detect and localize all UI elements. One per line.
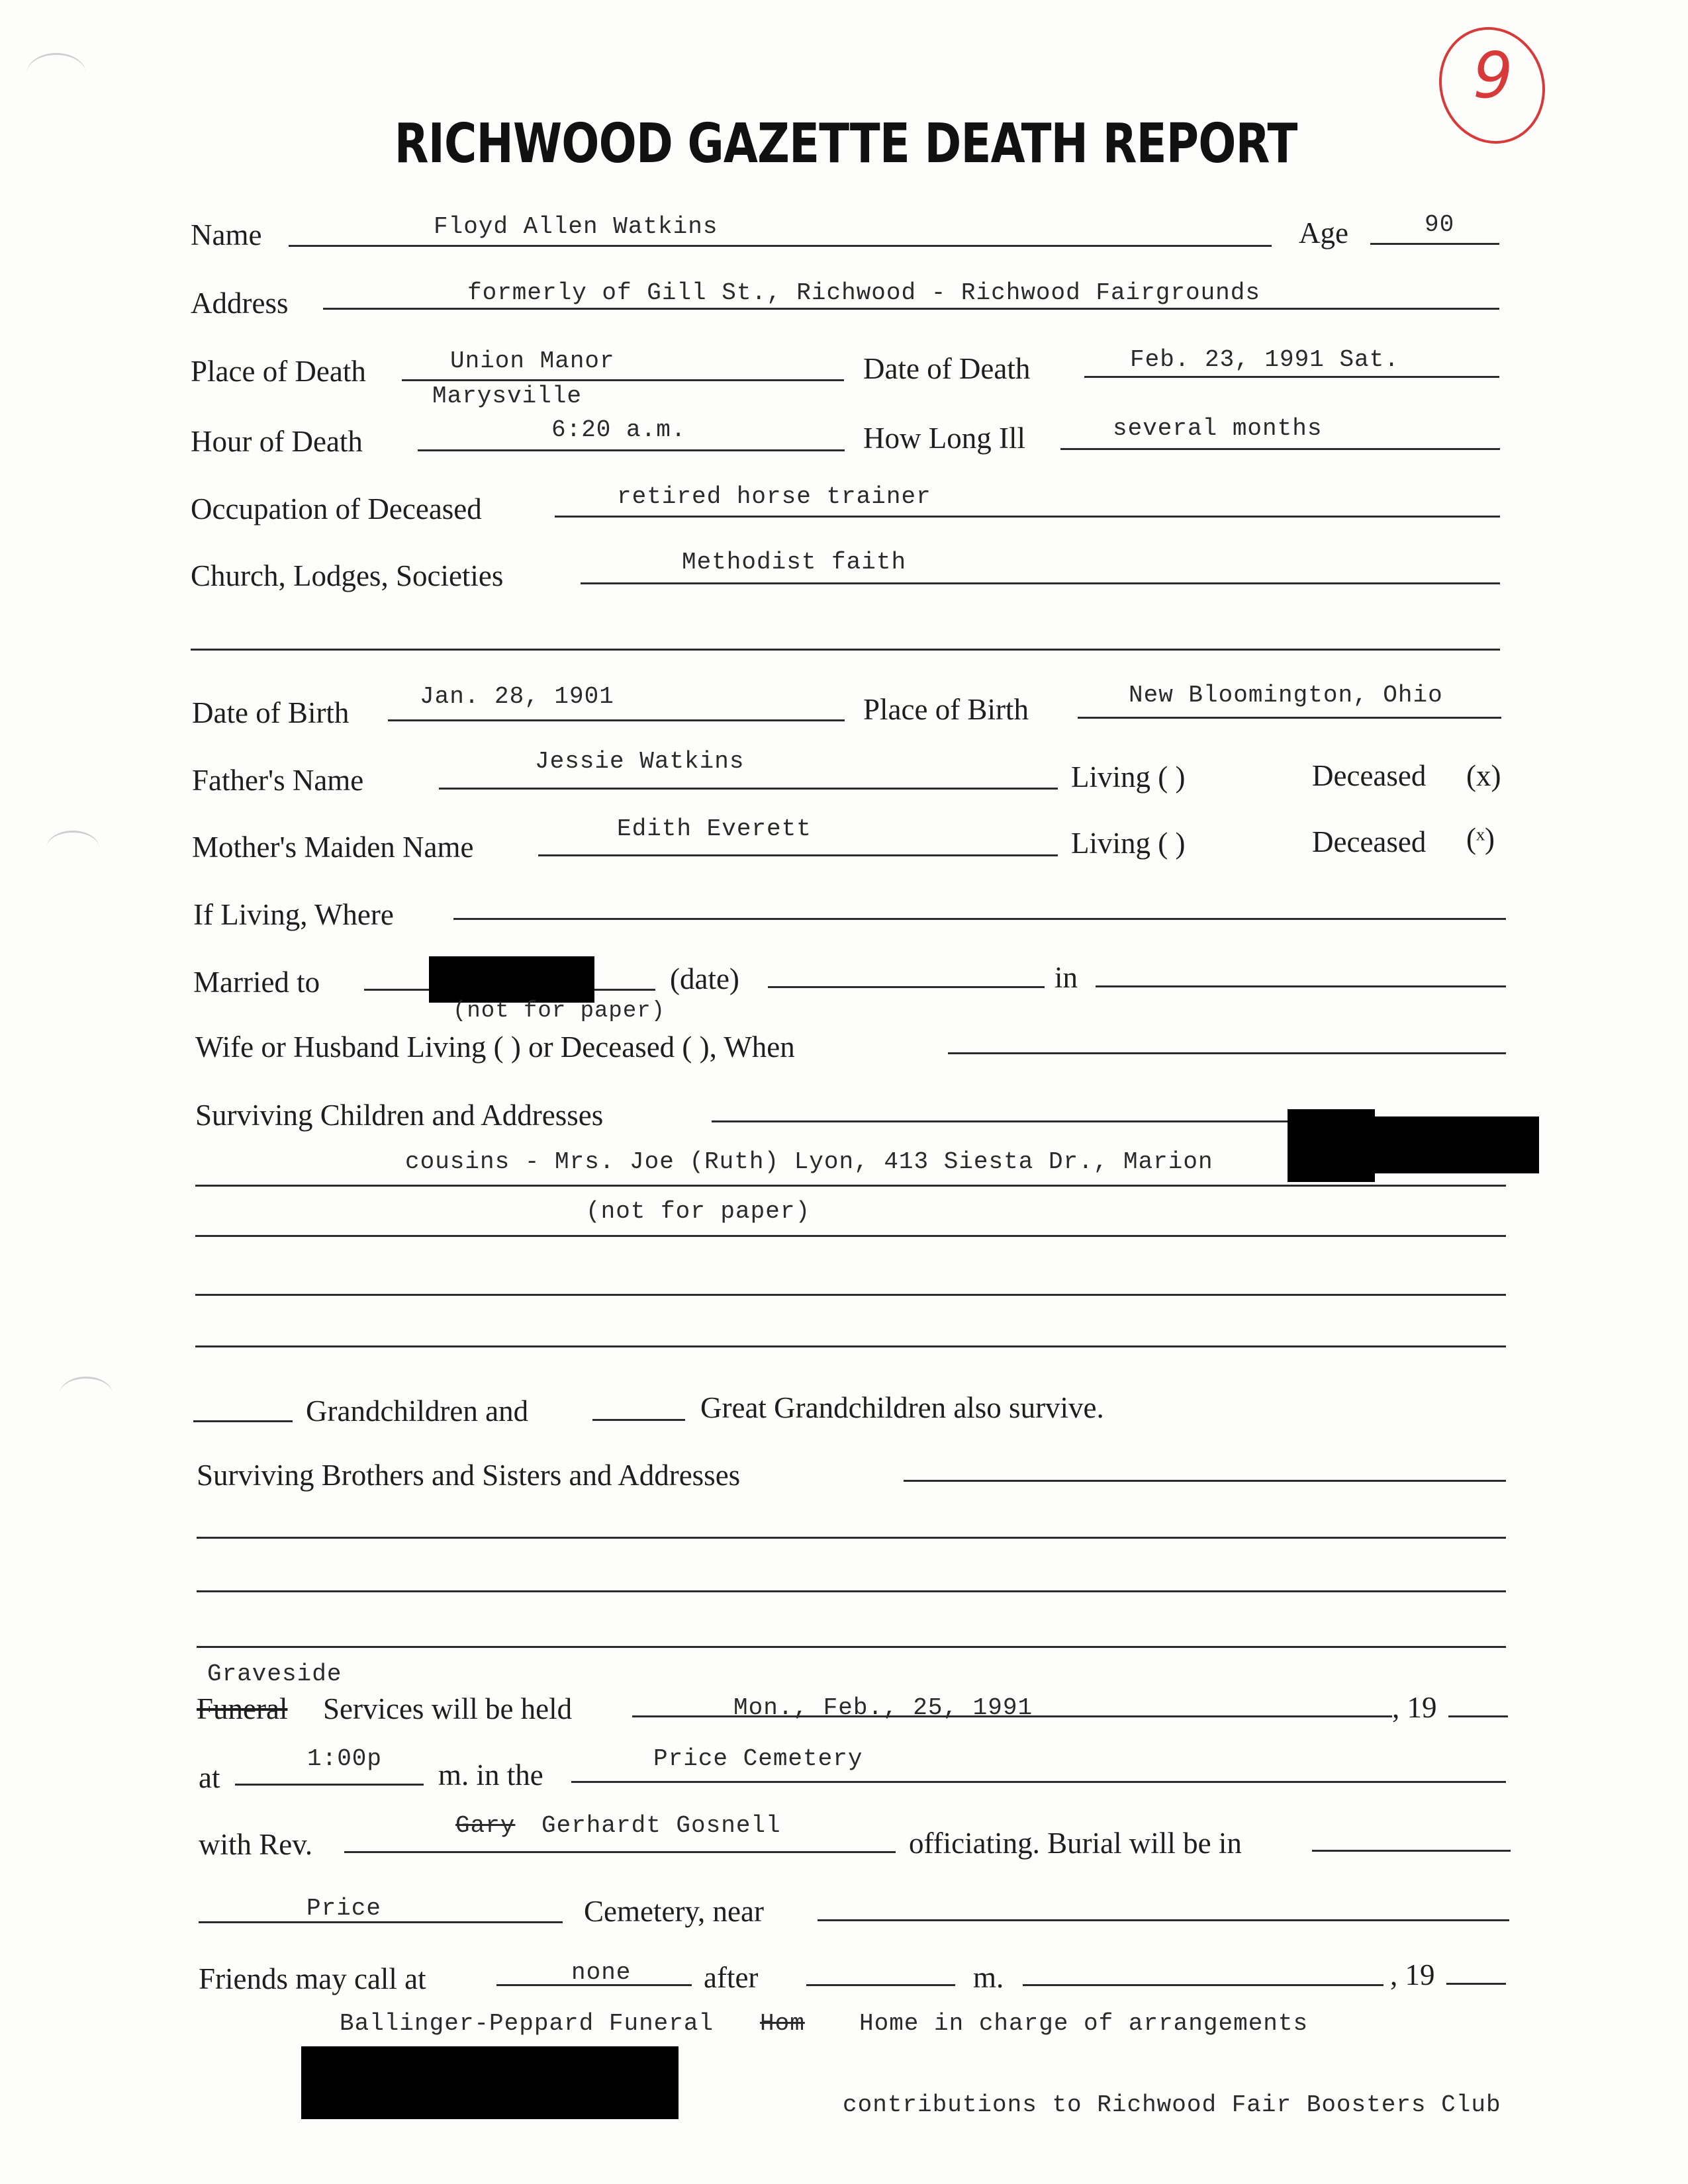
funeral-home-value: Ballinger-Peppard Funeral (340, 2010, 714, 2037)
contributions-value: contributions to Richwood Fair Boosters Club (843, 2091, 1501, 2118)
place-of-birth-value: New Bloomington, Ohio (1129, 682, 1443, 709)
if-living-where-line (453, 918, 1506, 920)
married-note: (not for paper) (453, 999, 666, 1024)
funeral-home-tail: Home in charge of arrangements (859, 2010, 1309, 2037)
married-in-label: in (1055, 961, 1078, 994)
punch-hole-mark-top (26, 53, 86, 95)
age-line (1370, 243, 1499, 245)
date-of-death-line (1084, 376, 1499, 378)
name-label: Name (191, 218, 262, 251)
after-m-line (1023, 1984, 1383, 1986)
funeral-home-struck: Hom (760, 2010, 805, 2037)
report-title: RICHWOOD GAZETTE DEATH REPORT (394, 113, 1297, 175)
how-long-ill-value: several months (1113, 415, 1323, 442)
burial-line (1312, 1850, 1511, 1852)
punch-hole-mark-bottom (60, 1377, 113, 1412)
redacted-children-address-1 (1288, 1109, 1375, 1182)
cemetery-value: Price (306, 1895, 382, 1922)
punch-hole-mark-middle (46, 831, 99, 866)
time-value: 1:00p (307, 1745, 383, 1772)
brothers-sisters-line-2 (197, 1537, 1506, 1539)
married-date-label: (date) (670, 962, 739, 995)
children-line-3 (195, 1235, 1506, 1237)
after-line (806, 1984, 955, 1986)
hour-of-death-line (418, 449, 845, 451)
father-deceased-label: Deceased (1312, 759, 1427, 792)
spouse-living-line (948, 1052, 1506, 1054)
date-of-birth-line (388, 719, 845, 721)
rev-line (344, 1851, 896, 1853)
date-of-death-value: Feb. 23, 1991 Sat. (1130, 346, 1399, 373)
occupation-line (555, 516, 1500, 518)
address-value: formerly of Gill St., Richwood - Richwood Fairgrounds (467, 279, 1260, 306)
brothers-sisters-label: Surviving Brothers and Sisters and Addresses (197, 1459, 741, 1492)
surviving-children-value: cousins - Mrs. Joe (Ruth) Lyon, 413 Siesta Dr., Marion (405, 1148, 1213, 1175)
friends-year-line (1446, 1983, 1506, 1985)
redacted-spouse-name (429, 956, 594, 1003)
friends-year-label: , 19 (1390, 1958, 1435, 1991)
at-label: at (199, 1761, 220, 1794)
fathers-name-label: Father's Name (192, 764, 364, 797)
church-label: Church, Lodges, Societies (191, 559, 504, 592)
place-of-death-value: Union Manor (450, 347, 615, 375)
services-year-line (1448, 1715, 1508, 1717)
service-date-value: Mon., Feb., 25, 1991 (733, 1694, 1033, 1721)
cemetery-near-line (818, 1919, 1509, 1921)
occupation-value: retired horse trainer (617, 483, 931, 510)
service-place-line (571, 1781, 1506, 1783)
church-line-2 (191, 649, 1500, 651)
redacted-children-address-2 (1370, 1116, 1539, 1173)
time-line (235, 1784, 424, 1786)
brothers-sisters-line-4 (197, 1646, 1506, 1648)
funeral-struck-label: Funeral (197, 1692, 288, 1725)
mothers-maiden-name-line (538, 854, 1058, 856)
mother-deceased-checkbox[interactable]: (ˣ) (1466, 822, 1495, 855)
friends-call-value: none (571, 1959, 632, 1986)
date-of-birth-label: Date of Birth (192, 696, 350, 729)
brothers-sisters-line-3 (197, 1590, 1506, 1592)
fathers-name-value: Jessie Watkins (535, 748, 745, 775)
how-long-ill-line (1060, 448, 1500, 450)
date-of-death-label: Date of Death (863, 352, 1031, 385)
if-living-where-label: If Living, Where (193, 898, 394, 931)
page-number: 9 (1473, 40, 1513, 113)
grandchildren-count-line (193, 1420, 293, 1422)
how-long-ill-label: How Long Ill (863, 422, 1025, 455)
service-place-value: Price Cemetery (653, 1745, 863, 1772)
address-label: Address (191, 287, 289, 320)
name-value: Floyd Allen Watkins (434, 213, 718, 240)
father-living-label: Living ( ) (1071, 760, 1186, 794)
church-line (581, 582, 1500, 584)
place-of-birth-label: Place of Birth (863, 693, 1029, 726)
children-note: (not for paper) (586, 1198, 811, 1225)
services-held-label: Services will be held (323, 1692, 573, 1725)
name-line (289, 245, 1272, 247)
mothers-maiden-name-label: Mother's Maiden Name (192, 831, 474, 864)
date-of-birth-value: Jan. 28, 1901 (420, 683, 614, 710)
rev-value: Gerhardt Gosnell (541, 1812, 781, 1839)
mother-living-label: Living ( ) (1071, 827, 1186, 860)
married-date-line (768, 986, 1045, 988)
services-year-label: , 19 (1392, 1691, 1437, 1724)
after-m-label: m. (973, 1961, 1004, 1994)
service-type-value: Graveside (207, 1661, 342, 1688)
hour-of-death-value: 6:20 a.m. (551, 416, 686, 443)
great-grandchildren-count-line (592, 1419, 685, 1421)
church-value: Methodist faith (682, 549, 907, 576)
redacted-block-bottom (301, 2046, 679, 2119)
occupation-label: Occupation of Deceased (191, 492, 482, 525)
after-label: after (704, 1961, 759, 1994)
children-line-5 (195, 1345, 1506, 1347)
place-of-death-label: Place of Death (191, 355, 366, 388)
rev-struck-value: Gary (455, 1812, 516, 1839)
grandchildren-label: Grandchildren and (306, 1394, 529, 1428)
place-of-death-line (402, 379, 844, 381)
great-grandchildren-label: Great Grandchildren also survive. (700, 1391, 1104, 1424)
spouse-living-label: Wife or Husband Living ( ) or Deceased ( ), When (195, 1030, 795, 1064)
surviving-children-label: Surviving Children and Addresses (195, 1099, 604, 1132)
married-to-label: Married to (193, 966, 320, 999)
age-label: Age (1299, 216, 1348, 250)
father-deceased-checkbox[interactable]: (x) (1466, 759, 1501, 792)
brothers-sisters-line (904, 1480, 1506, 1482)
mother-deceased-label: Deceased (1312, 825, 1427, 858)
hour-of-death-label: Hour of Death (191, 425, 363, 458)
officiating-label: officiating. Burial will be in (909, 1827, 1242, 1860)
children-line-4 (195, 1294, 1506, 1296)
mothers-maiden-name-value: Edith Everett (617, 815, 812, 842)
cemetery-near-label: Cemetery, near (584, 1895, 764, 1928)
with-rev-label: with Rev. (199, 1828, 313, 1861)
fathers-name-line (439, 788, 1058, 790)
address-line (323, 308, 1499, 310)
place-of-birth-line (1078, 717, 1501, 719)
friends-call-label: Friends may call at (199, 1962, 426, 1995)
m-in-the-label: m. in the (438, 1758, 543, 1792)
place-of-death-city: Marysville (432, 383, 583, 410)
children-line-2 (195, 1185, 1506, 1187)
married-in-line (1096, 985, 1506, 987)
age-value: 90 (1425, 211, 1455, 238)
